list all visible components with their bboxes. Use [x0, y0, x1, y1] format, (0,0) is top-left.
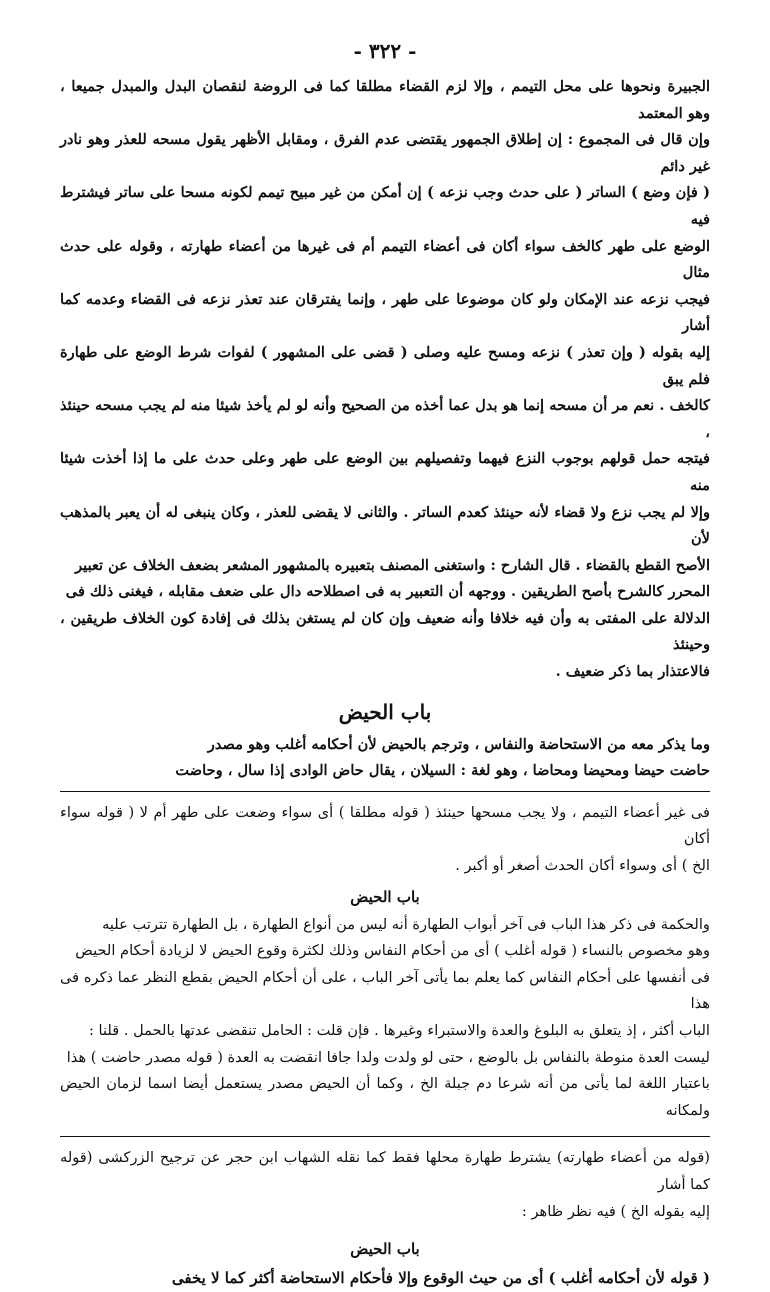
commentary-line: والحكمة فى ذكر هذا الباب فى آخر أبواب الطهارة أنه ليس من أنواع الطهارة ، بل الطهارة تترتب عليه — [102, 915, 710, 933]
commentary-line: الخ ) أى وسواء أكان الحدث أصغر أو أكبر . — [455, 857, 710, 875]
page-number: - ٣٢٢ - — [353, 39, 417, 63]
main-line: ( فإن وضع ) الساتر ( على حدث وجب نزعه ) إن أمكن من غير مبيح تيمم لكونه مسحا على ساتر فيشترط فيه — [60, 184, 710, 228]
commentary-two-heading: باب الحيض — [350, 1240, 420, 1259]
main-line: وإلا لم يجب نزع ولا قضاء لأنه حينئذ كعدم الساتر . والثانى لا يقضى للعذر ، وكان ينبغى له أن يعبر بالمذهب لأن — [60, 503, 710, 548]
commentary-line: باعتبار اللغة لما يأتى من أنه شرعا دم جبلة الخ ، وكما أن الحيض مصدر يستعمل أيضا اسما لزمان الحيض ولمكانه — [60, 1075, 710, 1119]
main-line: الأصح القطع بالقضاء . قال الشارح : واستغنى المصنف بتعبيره بالمشهور المشعر بضعف الخلاف عن تعبير — [75, 556, 710, 574]
main-line: إليه بقوله ( وإن تعذر ) نزعه ومسح عليه وصلى ( قضى على المشهور ) لفوات شرط الوضع على طهارة فلم يبق — [60, 343, 710, 388]
commentary-line: إليه بقوله الخ ) فيه نظر ظاهر : — [521, 1202, 710, 1220]
commentary-two-block — [60, 1145, 710, 1291]
commentary-one-block — [60, 800, 710, 1125]
main-line: فالاعتذار بما ذكر ضعيف . — [555, 663, 710, 681]
main-text-block — [60, 74, 710, 686]
main-line: الدلالة على المفتى به وأن فيه خلافا وأنه ضعيف وإن كان لم يستغن بذلك فى إفادة كون الخلاف طريقين ، وحينئذ — [60, 609, 710, 654]
main-line: الوضع على طهر كالخف سواء أكان فى أعضاء التيمم أم فى غيرها من أعضاء طهارته ، وقوله على حدث مثال — [60, 237, 710, 282]
commentary-line: ليست العدة منوطة بالنفاس بل بالوضع ، حتى لو ولدت ولدا جافا انقضت به العدة ( قوله مصدر حاضت ) هذا — [66, 1048, 710, 1066]
chapter-line: حاضت حيضا ومحيضا ومحاضا ، وهو لغة : السيلان ، يقال حاض الوادى إذا سال ، وحاضت — [175, 762, 710, 780]
separator-line — [60, 1136, 710, 1137]
commentary-one-heading: باب الحيض — [350, 887, 420, 906]
commentary-line: وهو مخصوص بالنساء ( قوله أغلب ) أى من أحكام النفاس وذلك لكثرة وقوع الحيض لا لزيادة أحكام الحيض — [75, 942, 710, 960]
main-line: المحرر كالشرح بأصح الطريقين . ووجهه أن التعبير به فى اصطلاحه دال على ضعف مقابله ، فيغنى ذلك فى — [65, 583, 710, 601]
main-line: فيتجه حمل قولهم بوجوب النزع فيهما وتفصيلهم بين الوضع على طهر وعلى حدث على ما إذا أخذت شيئا منه — [60, 450, 710, 494]
chapter-text-block — [60, 732, 710, 785]
main-line: وإن قال فى المجموع : إن إطلاق الجمهور يقتضى عدم الفرق ، ومقابل الأظهر يقول مسحه للعذر وهو نادر غير دائم — [60, 131, 710, 175]
chapter-heading: باب الحيض — [338, 699, 432, 724]
commentary-line: الباب أكثر ، إذ يتعلق به البلوغ والعدة والاستبراء وغيرها . فإن قلت : الحامل تنقضى عدتها بالحمل . قلنا : — [89, 1022, 710, 1039]
commentary-line: فى غير أعضاء التيمم ، ولا يجب مسحها حينئذ ( قوله مطلقا ) أى سواء وضعت على طهر أم لا ( قوله سواء أكان — [60, 803, 710, 848]
main-line: فيجب نزعه عند الإمكان ولو كان موضوعا على طهر ، وإنما يفترقان عند تعذر نزعه فى القضاء وعدمه كما أشار — [60, 290, 710, 335]
main-line: الجبيرة ونحوها على محل التيمم ، وإلا لزم القضاء مطلقا كما فى الروضة لنقصان البدل والمبدل جميعا ، وهو المعتمد — [60, 78, 710, 122]
separator-line — [60, 791, 710, 792]
commentary-line: (قوله من أعضاء طهارته) يشترط طهارة محلها فقط كما نقله الشهاب ابن حجر عن ترجيح الزركشى (قوله كما أشار — [60, 1149, 710, 1193]
commentary-line: ( قوله لأن أحكامه أغلب ) أى من حيث الوقوع وإلا فأحكام الاستحاضة أكثر كما لا يخفى — [171, 1269, 710, 1288]
chapter-line: وما يذكر معه من الاستحاضة والنفاس ، وترجم بالحيض لأن أحكامه أغلب وهو مصدر — [207, 735, 710, 753]
commentary-line: فى أنفسها على أحكام النفاس كما يعلم بما يأتى آخر الباب ، على أن أحكام الحيض بقطع النظر عما ذكره فى هذا — [60, 968, 710, 1013]
main-line: كالخف . نعم مر أن مسحه إنما هو بدل عما أخذه من الصحيح وأنه لو لم يأخذ شيئا منه لم يجب مسحه حينئذ ، — [60, 397, 710, 441]
